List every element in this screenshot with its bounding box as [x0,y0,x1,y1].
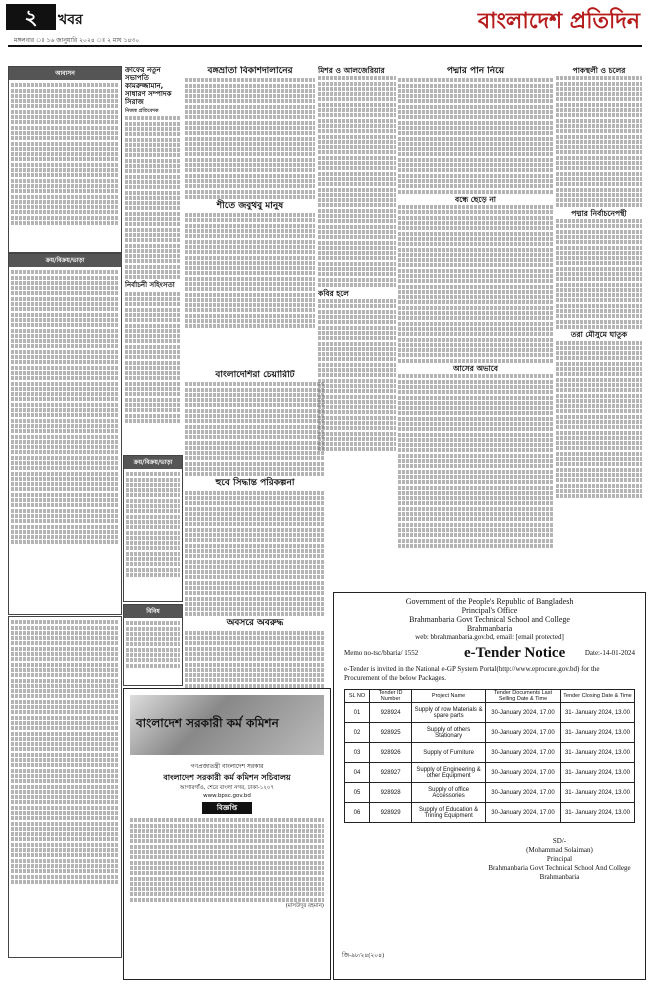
article-craf [125,66,181,451]
article-headline: বাংলাদেশিরা চেয়ারিটি [215,370,295,380]
table-cell: 928928 [370,783,412,803]
ad-body [124,469,182,580]
ad-heading: আবাসন [9,67,121,80]
table-cell: 928924 [370,703,412,723]
article-headline: হুবে সিদ্ধান্ত পরিকল্পনা [215,478,295,489]
table-row [345,703,635,723]
article-headline: কবির হলে [318,288,349,298]
header-rule [8,45,642,47]
tender-table [344,689,635,823]
article-byline: নিজস্ব প্রতিবেদক [125,108,159,114]
ad-body [124,618,182,671]
table-cell: 01 [345,703,370,723]
tender-signer-city: Brahmanbaria [539,873,580,881]
article-headline: পদ্মার পান নিয়ে [446,66,505,76]
ad-body [9,267,121,548]
article-egypt [318,66,396,586]
ad-body [9,80,121,228]
psc-notice-label: বিজ্ঞপ্তি [202,802,252,814]
tender-signer-title: Principal [546,855,573,863]
newspaper-logo: বাংলাদেশ প্রতিদিন [477,8,640,34]
table-cell: Supply of office Accessories [412,783,486,803]
table-cell: 30-January 2024, 17.00 [486,743,561,763]
psc-signature: (মাসউদুর রহমান) [285,903,324,910]
table-row [345,723,635,743]
table-cell: 31- January 2024, 13.00 [560,723,634,743]
psc-body [124,817,330,903]
table-cell: 928926 [370,743,412,763]
classified-ad-block [8,253,122,615]
tender-institution: Brahmanbaria Govt Technical School and College [409,615,570,624]
psc-banner-text: বাংলাদেশ সরকারী কর্ম কমিশন [136,716,279,730]
classified-ad-block [123,604,183,686]
ad-body [9,617,121,887]
psc-gov: গণপ্রজাতন্ত্রী বাংলাদেশ সরকার [190,763,264,770]
table-cell: Supply of others Stationary [412,723,486,743]
table-row [345,743,635,763]
psc-banner-image [130,695,324,755]
tender-gov: Government of the People's Republic of Bangladesh [405,597,574,606]
table-header: Project Name [412,690,486,703]
ad-heading: ক্রয়/বিক্রয়/ভাড়া [124,456,182,469]
psc-org: বাংলাদেশ সরকারী কর্ম কমিশন সচিবালয় [163,773,291,782]
table-cell: 928929 [370,803,412,823]
table-cell: 06 [345,803,370,823]
table-cell: Supply of Engineering & other Equipment [412,763,486,783]
table-cell: 04 [345,763,370,783]
article-right [556,66,642,586]
tender-office: Principal's Office [461,606,518,615]
table-cell: 31- January 2024, 13.00 [560,763,634,783]
table-cell: Supply of row Materials & spare parts [412,703,486,723]
tender-date: Date:-14-01-2024 [584,649,635,657]
table-cell: 31- January 2024, 13.00 [560,743,634,763]
psc-advertisement [123,688,331,980]
table-cell: 30-January 2024, 17.00 [486,763,561,783]
article-headline: শীতে জবুথবু মানুষ [216,200,284,211]
classified-ad-block [123,455,183,602]
page-number: ২ [6,4,56,30]
article-headline: অবসরে অবরুদ্ধ [226,618,284,629]
table-cell: Supply of Education & Trining Equipment [412,803,486,823]
table-row [345,803,635,823]
tender-sd: SD/- [552,837,567,845]
tender-intro: e-Tender is invited in the National e-GP System Portal(http://www.eprocure.gov.bd) for the Procurement of the below Packages. [344,665,600,682]
table-header: Tender ID Number [370,690,412,703]
table-cell: 05 [345,783,370,803]
tender-memo-row [334,645,645,661]
article-headline: পদ্মার নির্বাচনেপন্থী [571,208,627,218]
table-cell: 30-January 2024, 17.00 [486,703,561,723]
article-padma [398,66,553,586]
tender-signature-block [334,837,645,882]
article-headline: মিশর ও আলজেরিয়ার [318,66,385,75]
table-cell: 02 [345,723,370,743]
tender-web: web: bbrahmanbaria.gov.bd, email: [email protected] [415,633,564,641]
psc-address: আগারগাঁও, শেরে বাংলা নগর, ঢাকা-১২০৭ [179,785,275,791]
table-header-row [345,690,635,703]
classified-ad-block [8,616,122,958]
table-cell: 928927 [370,763,412,783]
table-cell: 30-January 2024, 17.00 [486,723,561,743]
psc-website: www.bpsc.gov.bd [203,793,251,799]
article-headline: তরা মৌসুমে ঘাতুক [570,330,628,340]
table-header: Tender Documents Last Selling Date & Time [486,690,561,703]
article-headline: পাকস্থলী ও চলের [572,66,626,75]
table-cell: 31- January 2024, 13.00 [560,703,634,723]
article-headline: বন্ধে ছেড়ে না [455,194,496,204]
tender-memo: Memo no-tsc/bbaria/ 1552 [344,649,419,657]
table-cell: Supply of Furniture [412,743,486,763]
tender-signer-inst: Brahmanbaria Govt Technical School And College [488,864,631,872]
article-headline: নির্বাচনী সহিংসতা [125,281,175,290]
ad-heading: বিবিধ [124,605,182,618]
table-cell: 30-January 2024, 17.00 [486,803,561,823]
table-cell: 928925 [370,723,412,743]
article-headline: আসের অভাবে [453,364,498,374]
table-row [345,783,635,803]
classified-ad-block [8,66,122,253]
ad-heading: ক্রয়/বিক্রয়/ভাড়া [9,254,121,267]
table-cell: 31- January 2024, 13.00 [560,803,634,823]
table-cell: 03 [345,743,370,763]
section-title: খবর [58,12,83,28]
table-row [345,763,635,783]
article-headline: বঙ্গভ্রাতা বিকাশদালানের [207,66,293,76]
table-cell: 30-January 2024, 17.00 [486,783,561,803]
article-headline: ক্রাফের নতুন সভাপতি কামরুজ্জামান, সাধারণ সম্পাদক সিরাজ [125,66,172,106]
tender-gd-number: জি-৯৮/২৪(২০৪) [342,953,385,959]
tender-city: Brahmanbaria [466,624,513,633]
table-header: SL NO [345,690,370,703]
table-header: Tender Closing Date & Time [560,690,634,703]
date-line: মঙ্গলবার ঃ ১৬ জানুয়ারি ২০২৪ ঃ ২ মাঘ ১৪৩০ [14,37,140,44]
e-tender-notice [333,592,646,980]
tender-signer: (Mohammad Solaiman) [526,846,593,854]
table-cell: 31- January 2024, 13.00 [560,783,634,803]
tender-title: e-Tender Notice [464,645,566,661]
